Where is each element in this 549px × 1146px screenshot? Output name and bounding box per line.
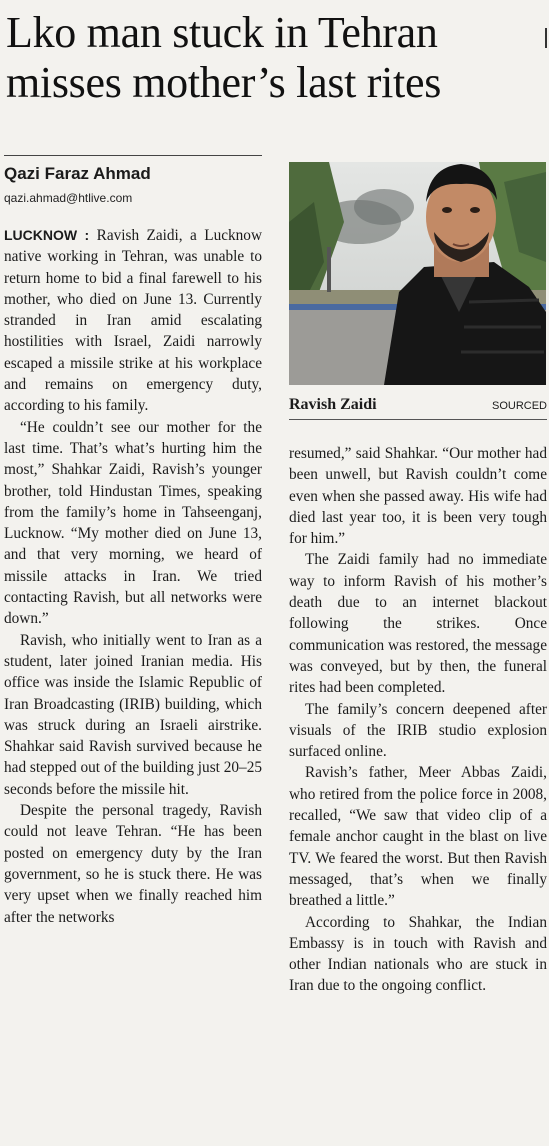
paragraph: Ravish’s father, Meer Abbas Zaidi, who retired from the police force in 2008, recalled, “We saw that video clip of a female anchor caught in the blast on live TV. We feared the worst. But then Ravish messaged, that’s when we finally breathed a little.” <box>289 764 547 910</box>
article-column-1 <box>4 225 262 928</box>
paragraph: The family’s concern deepened after visuals of the IRIB studio explosion surfaced online. <box>289 700 547 761</box>
photo-caption <box>289 393 547 420</box>
paragraph: “He couldn’t see our mother for the last time. That’s what’s hurting him the most,” Shahkar Zaidi, Ravish’s younger brother, told Hindustan Times, speaking from the family’s home in Tahseenganj, Lucknow. “My mother died on June 13, and that very morning, we heard of missile attacks in Iran. We tried contacting Ravish, but all networks were down.” <box>4 418 262 628</box>
author-email: qazi.ahmad@htlive.com <box>4 191 133 205</box>
paragraph: Ravish, who initially went to Iran as a student, later joined Iranian media. His office was inside the Islamic Republic of Iran Broadcasting (IRIB) building, which was struck during an Israeli airstrike. Shahkar said Ravish survived because he had stepped out of the building just 20–25 seconds before the missile hit. <box>4 631 262 798</box>
caption-name: Ravish Zaidi <box>289 396 377 413</box>
paragraph-text: Ravish Zaidi, a Lucknow native working in Tehran, was unable to return home to bid a final farewell to his mother, who died on June 13. Currently stranded in Iran amid escalating hostilities with Israel, Zaidi narrowly escaped a missile strike at his workplace and remains on emergency duty, according to his family. <box>4 227 262 415</box>
paragraph: The Zaidi family had no immediate way to inform Ravish of his mother’s death due to an internet blackout following the strikes. Once communication was restored, the message was conveyed, but by then, the funeral rites had been completed. <box>289 551 547 697</box>
article-column-2 <box>289 443 547 997</box>
headline: Lko man stuck in Tehran misses mother’s last rites <box>6 8 442 107</box>
paragraph <box>4 225 262 417</box>
portrait-photo-illustration <box>289 162 546 385</box>
author-name: Qazi Faraz Ahmad <box>4 164 151 183</box>
dateline: LUCKNOW : <box>4 227 90 243</box>
paragraph: resumed,” said Shahkar. “Our mother had been unwell, but Ravish couldn’t come even when she passed away. His wife had died last year too, it is been very tough for him.” <box>289 445 547 548</box>
paragraph: Despite the personal tragedy, Ravish could not leave Tehran. “He has been posted on emergency duty by the Iran government, so he is stuck there. He was very upset when we finally reached him after the networks <box>4 802 262 926</box>
byline <box>4 155 262 205</box>
photo-credit: SOURCED <box>491 400 547 412</box>
portrait-photo <box>289 162 546 385</box>
paragraph: According to Shahkar, the Indian Embassy is in touch with Ravish and other Indian nationals who are stuck in Iran due to the ongoing conflict. <box>289 913 547 995</box>
column-rule-fragment <box>545 28 547 48</box>
